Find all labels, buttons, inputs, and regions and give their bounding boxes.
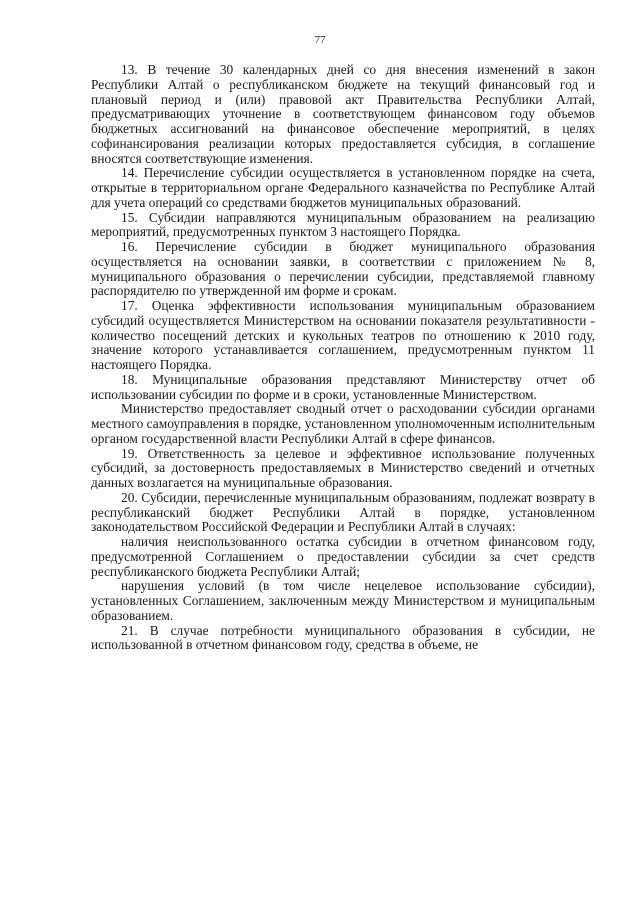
paragraph-16: 16. Перечисление субсидии в бюджет муниципального образования осуществляется на основании заявки, в соответствии с приложением № 8, муниципального образования о перечислении субсидии, представляемой главному распорядителю по утвержденной им форме и срокам. xyxy=(91,239,595,299)
paragraph-18-summary-report: Министерство предоставляет сводный отчет о расходовании субсидии органами местного самоуправления в порядке, установленном уполномоченным исполнительным органом государственной власти Республики Алтай в сфере финансов. xyxy=(91,401,595,446)
paragraph-15: 15. Субсидии направляются муниципальным образованием на реализацию мероприятий, предусмотренных пунктом 3 настоящего Порядка. xyxy=(91,209,595,240)
paragraph-21: 21. В случае потребности муниципального образования в субсидии, не использованной в отчетном финансовом году, средства в объеме, не xyxy=(91,622,595,653)
paragraph-20: 20. Субсидии, перечисленные муниципальным образованиям, подлежат возврату в республиканский бюджет Республики Алтай в порядке, установленном законодательством Российской Федерации и Республики Алтай в случаях: xyxy=(91,489,595,535)
paragraph-20-case-unused-balance: наличия неиспользованного остатка субсидии в отчетном финансовом году, предусмотренной Соглашением о предоставлении субсидии за счет средств республиканского бюджета Республики Алтай; xyxy=(91,534,595,579)
paragraph-14: 14. Перечисление субсидии осуществляется в установленном порядке на счета, открытые в территориальном органе Федерального казначейства по Республике Алтай для учета операций со средствами бюджетов муниципальных образований. xyxy=(91,165,595,210)
paragraph-13: 13. В течение 30 календарных дней со дня внесения изменений в закон Республики Алтай о республиканском бюджете на текущий финансовый год и плановый период и (или) правовой акт Правительства Республики Алтай, предусматривающих уточнение в соответствующем финансовом году объемов бюджетных ассигнований на финансовое обеспечение мероприятий, в целях софинансирования реализации которых предоставляется субсидия, в соглашение вносятся соответствующие изменения. xyxy=(91,62,595,166)
paragraph-19: 19. Ответственность за целевое и эффективное использование полученных субсидий, за достоверность предоставляемых в Министерство сведений и отчетных данных возлагается на муниципальные образования. xyxy=(91,445,595,490)
page-number: 77 xyxy=(314,34,326,46)
document-body xyxy=(91,63,595,653)
paragraph-20-case-violation: нарушения условий (в том числе нецелевое использование субсидии), установленных Соглашением, заключенным между Министерством и муниципальным образованием. xyxy=(91,578,595,623)
paragraph-17: 17. Оценка эффективности использования муниципальным образованием субсидий осуществляется Министерством на основании показателя результативности - количество посещений детских и кукольных театров по отношению к 2010 году, значение которого устанавливается соглашением, предусмотренным пунктом 11 настоящего Порядка. xyxy=(91,298,595,372)
paragraph-18: 18. Муниципальные образования представляют Министерству отчет об использовании субсидии по форме и в сроки, установленные Министерством. xyxy=(91,371,595,402)
